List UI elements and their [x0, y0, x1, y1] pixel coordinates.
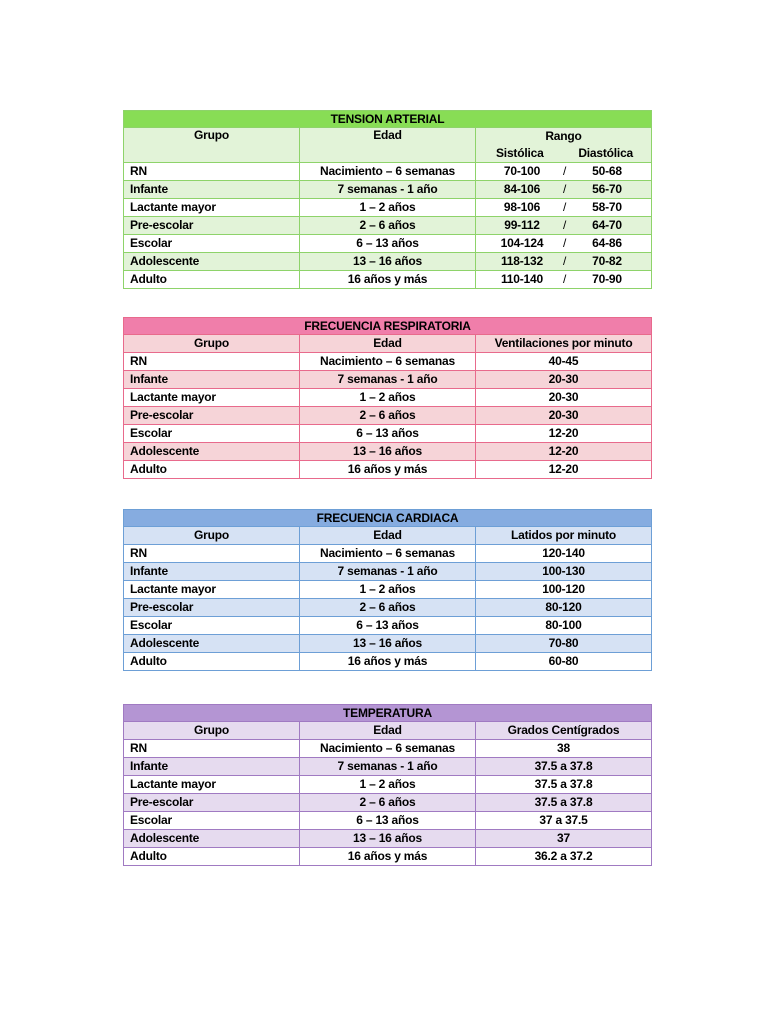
range-separator: /: [562, 236, 567, 250]
edad-cell: Nacimiento – 6 semanas: [300, 545, 476, 563]
valor-cell: 100-120: [476, 581, 652, 599]
column-header-valor: Grados Centígrados: [476, 722, 652, 740]
edad-cell: 7 semanas - 1 año: [300, 758, 476, 776]
grupo-cell: Adolescente: [124, 253, 300, 271]
valor-cell: 37.5 a 37.8: [476, 776, 652, 794]
valor-cell: 12-20: [476, 443, 652, 461]
column-header-edad: Edad: [300, 527, 476, 545]
table-row: [124, 563, 652, 581]
table-row: [124, 617, 652, 635]
edad-cell: 1 – 2 años: [300, 776, 476, 794]
column-header-rango: Rango: [476, 128, 652, 146]
valor-cell: 60-80: [476, 653, 652, 671]
valor-cell: 37.5 a 37.8: [476, 758, 652, 776]
edad-cell: 6 – 13 años: [300, 425, 476, 443]
column-header-valor: Latidos por minuto: [476, 527, 652, 545]
grupo-cell: Adulto: [124, 653, 300, 671]
edad-cell: 6 – 13 años: [300, 235, 476, 253]
diastolica-value: 70-82: [592, 254, 622, 268]
diastolica-value: 70-90: [592, 272, 622, 286]
table-row: [124, 599, 652, 617]
table-row: [124, 271, 652, 289]
sistolica-value: 98-106: [503, 200, 541, 214]
diastolica-value: 64-70: [592, 218, 622, 232]
table-title: FRECUENCIA CARDIACA: [124, 510, 652, 527]
edad-cell: 13 – 16 años: [300, 830, 476, 848]
table-row: [124, 199, 652, 217]
diastolica-value: 58-70: [592, 200, 622, 214]
grupo-cell: Escolar: [124, 235, 300, 253]
diastolica-value: 56-70: [592, 182, 622, 196]
valor-cell: 40-45: [476, 353, 652, 371]
range-separator: /: [562, 182, 567, 196]
grupo-cell: RN: [124, 740, 300, 758]
valor-cell: 80-120: [476, 599, 652, 617]
table-row: [124, 235, 652, 253]
grupo-cell: Adulto: [124, 271, 300, 289]
valor-cell: 20-30: [476, 389, 652, 407]
grupo-cell: Lactante mayor: [124, 581, 300, 599]
tension-arterial-table: [123, 110, 652, 289]
grupo-cell: Pre-escolar: [124, 794, 300, 812]
edad-cell: 13 – 16 años: [300, 635, 476, 653]
grupo-cell: Pre-escolar: [124, 407, 300, 425]
rango-cell: [476, 235, 652, 253]
table-row: [124, 443, 652, 461]
column-header-valor: Ventilaciones por minuto: [476, 335, 652, 353]
table-row: [124, 389, 652, 407]
grupo-cell: Lactante mayor: [124, 776, 300, 794]
table-title: TEMPERATURA: [124, 705, 652, 722]
valor-cell: 100-130: [476, 563, 652, 581]
sistolica-value: 70-100: [503, 164, 541, 178]
grupo-cell: Infante: [124, 181, 300, 199]
valor-cell: 12-20: [476, 461, 652, 479]
table-row: [124, 794, 652, 812]
rango-cell: [476, 199, 652, 217]
grupo-cell: Adolescente: [124, 830, 300, 848]
valor-cell: 37: [476, 830, 652, 848]
grupo-cell: RN: [124, 545, 300, 563]
grupo-cell: Infante: [124, 563, 300, 581]
rango-cell: [476, 217, 652, 235]
grupo-cell: Lactante mayor: [124, 199, 300, 217]
table-row: [124, 461, 652, 479]
valor-cell: 38: [476, 740, 652, 758]
valor-cell: 12-20: [476, 425, 652, 443]
valor-cell: 37.5 a 37.8: [476, 794, 652, 812]
edad-cell: 6 – 13 años: [300, 617, 476, 635]
valor-cell: 120-140: [476, 545, 652, 563]
edad-cell: 13 – 16 años: [300, 443, 476, 461]
column-header-sistolica: Sistólica: [496, 146, 544, 160]
edad-cell: 6 – 13 años: [300, 812, 476, 830]
edad-cell: 7 semanas - 1 año: [300, 181, 476, 199]
diastolica-value: 50-68: [592, 164, 622, 178]
grupo-cell: RN: [124, 163, 300, 181]
sistolica-value: 104-124: [500, 236, 544, 250]
edad-cell: Nacimiento – 6 semanas: [300, 353, 476, 371]
edad-cell: 13 – 16 años: [300, 253, 476, 271]
sistolica-value: 84-106: [503, 182, 541, 196]
grupo-cell: Pre-escolar: [124, 599, 300, 617]
column-header-edad: Edad: [300, 128, 476, 163]
range-separator: /: [562, 254, 567, 268]
table-row: [124, 653, 652, 671]
table-row: [124, 776, 652, 794]
edad-cell: 1 – 2 años: [300, 581, 476, 599]
edad-cell: 2 – 6 años: [300, 217, 476, 235]
edad-cell: 16 años y más: [300, 653, 476, 671]
edad-cell: 16 años y más: [300, 848, 476, 866]
valor-cell: 80-100: [476, 617, 652, 635]
table-row: [124, 545, 652, 563]
range-separator: /: [562, 164, 567, 178]
table-row: [124, 812, 652, 830]
sistolica-value: 118-132: [501, 254, 543, 268]
valor-cell: 37 a 37.5: [476, 812, 652, 830]
table-row: [124, 253, 652, 271]
rango-cell: [476, 181, 652, 199]
frecuencia-respiratoria-table: [123, 317, 652, 479]
table-title: FRECUENCIA RESPIRATORIA: [124, 318, 652, 335]
grupo-cell: Adulto: [124, 461, 300, 479]
range-separator: /: [562, 272, 567, 286]
sistolica-value: 110-140: [501, 272, 543, 286]
edad-cell: 1 – 2 años: [300, 389, 476, 407]
grupo-cell: Adolescente: [124, 635, 300, 653]
grupo-cell: Lactante mayor: [124, 389, 300, 407]
table-row: [124, 163, 652, 181]
table-row: [124, 181, 652, 199]
grupo-cell: Escolar: [124, 425, 300, 443]
column-header-edad: Edad: [300, 722, 476, 740]
sistolica-value: 99-112: [504, 218, 540, 232]
table-title: TENSION ARTERIAL: [124, 111, 652, 128]
edad-cell: 2 – 6 años: [300, 407, 476, 425]
edad-cell: Nacimiento – 6 semanas: [300, 740, 476, 758]
frecuencia-cardiaca-table: [123, 509, 652, 671]
valor-cell: 70-80: [476, 635, 652, 653]
edad-cell: 7 semanas - 1 año: [300, 371, 476, 389]
grupo-cell: Infante: [124, 371, 300, 389]
column-header-edad: Edad: [300, 335, 476, 353]
table-row: [124, 740, 652, 758]
table-row: [124, 758, 652, 776]
edad-cell: 2 – 6 años: [300, 599, 476, 617]
table-row: [124, 635, 652, 653]
valor-cell: 20-30: [476, 371, 652, 389]
diastolica-value: 64-86: [592, 236, 622, 250]
column-header-diastolica: Diastólica: [578, 146, 634, 160]
range-separator: /: [562, 218, 567, 232]
rango-cell: [476, 253, 652, 271]
range-separator: /: [562, 200, 567, 214]
edad-cell: 2 – 6 años: [300, 794, 476, 812]
table-row: [124, 830, 652, 848]
edad-cell: 7 semanas - 1 año: [300, 563, 476, 581]
table-row: [124, 371, 652, 389]
temperatura-table: [123, 704, 652, 866]
grupo-cell: Pre-escolar: [124, 217, 300, 235]
rango-cell: [476, 271, 652, 289]
table-row: [124, 581, 652, 599]
edad-cell: 16 años y más: [300, 271, 476, 289]
column-header-grupo: Grupo: [124, 527, 300, 545]
grupo-cell: Adolescente: [124, 443, 300, 461]
column-header-grupo: Grupo: [124, 722, 300, 740]
edad-cell: 16 años y más: [300, 461, 476, 479]
table-row: [124, 425, 652, 443]
rango-cell: [476, 163, 652, 181]
edad-cell: Nacimiento – 6 semanas: [300, 163, 476, 181]
grupo-cell: RN: [124, 353, 300, 371]
grupo-cell: Adulto: [124, 848, 300, 866]
grupo-cell: Escolar: [124, 617, 300, 635]
edad-cell: 1 – 2 años: [300, 199, 476, 217]
valor-cell: 20-30: [476, 407, 652, 425]
column-header-grupo: Grupo: [124, 128, 300, 163]
table-row: [124, 407, 652, 425]
grupo-cell: Infante: [124, 758, 300, 776]
table-row: [124, 848, 652, 866]
column-header-grupo: Grupo: [124, 335, 300, 353]
grupo-cell: Escolar: [124, 812, 300, 830]
table-row: [124, 217, 652, 235]
valor-cell: 36.2 a 37.2: [476, 848, 652, 866]
table-row: [124, 353, 652, 371]
